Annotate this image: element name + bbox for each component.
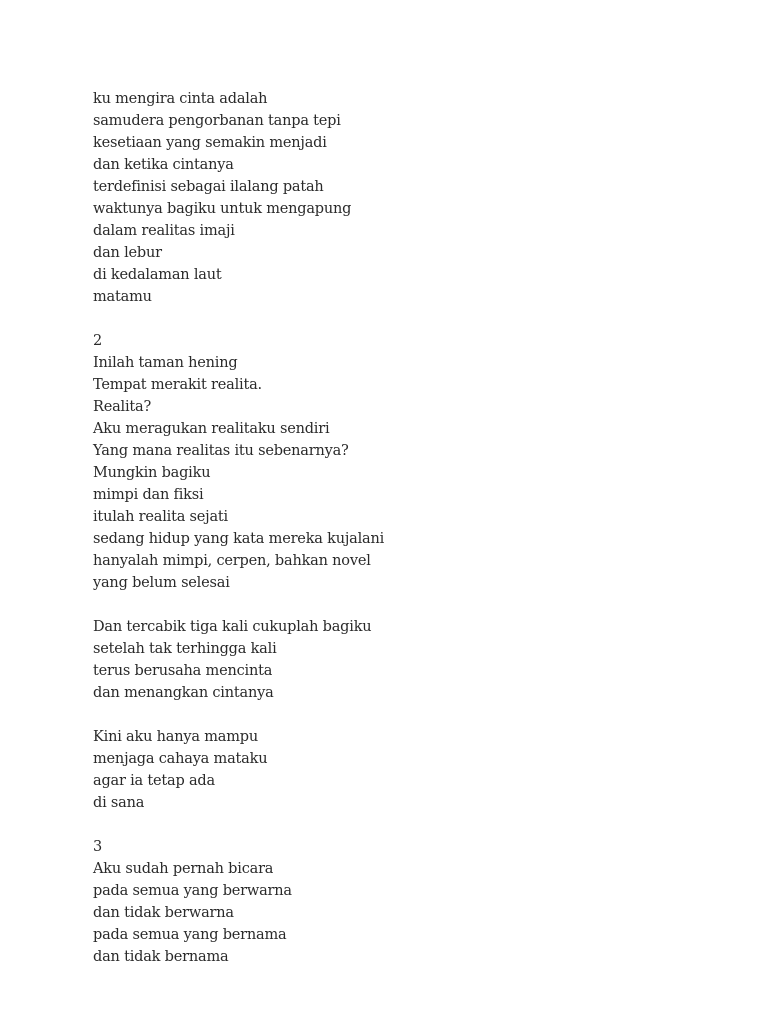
- stanza-spacer: [93, 594, 693, 616]
- poem-line: terdefinisi sebagai ilalang patah: [93, 179, 324, 195]
- poem-line: dan ketika cintanya: [93, 157, 234, 173]
- poem-line: Mungkin bagiku: [93, 465, 211, 481]
- section-number: 2: [93, 333, 103, 349]
- stanza-2a: [93, 352, 693, 594]
- poem-line: agar ia tetap ada: [93, 773, 215, 789]
- poem-line: pada semua yang berwarna: [93, 883, 292, 899]
- poem-line: Dan tercabik tiga kali cukuplah bagiku: [93, 619, 372, 635]
- poem-line: dan lebur: [93, 245, 162, 261]
- poem-line: Tempat merakit realita.: [93, 377, 262, 393]
- stanza-spacer: [93, 814, 693, 836]
- poem-line: di kedalaman laut: [93, 267, 222, 283]
- poem-line: Yang mana realitas itu sebenarnya?: [93, 443, 349, 459]
- poem-line: setelah tak terhingga kali: [93, 641, 277, 657]
- stanza-2b: [93, 616, 693, 704]
- poem-line: dan menangkan cintanya: [93, 685, 274, 701]
- stanza-3: [93, 858, 693, 968]
- poem-line: sedang hidup yang kata mereka kujalani: [93, 531, 385, 547]
- poem-line: kesetiaan yang semakin menjadi: [93, 135, 327, 151]
- poem-line: pada semua yang bernama: [93, 927, 287, 943]
- poem-line: Inilah taman hening: [93, 355, 238, 371]
- poem-line: samudera pengorbanan tanpa tepi: [93, 113, 341, 129]
- stanza-spacer: [93, 308, 693, 330]
- poem-line: hanyalah mimpi, cerpen, bahkan novel: [93, 553, 371, 569]
- poem-line: matamu: [93, 289, 152, 305]
- poem-line: itulah realita sejati: [93, 509, 228, 525]
- poem-line: dan tidak bernama: [93, 949, 229, 965]
- poem-line: yang belum selesai: [93, 575, 230, 591]
- stanza-spacer: [93, 704, 693, 726]
- poem-line: Kini aku hanya mampu: [93, 729, 258, 745]
- stanza-1: [93, 88, 693, 308]
- poem-line: Aku sudah pernah bicara: [93, 861, 274, 877]
- poem-line: dan tidak berwarna: [93, 905, 234, 921]
- poem-line: waktunya bagiku untuk mengapung: [93, 201, 352, 217]
- poem-line: mimpi dan fiksi: [93, 487, 204, 503]
- poem-line: Realita?: [93, 399, 152, 415]
- poem-line: terus berusaha mencinta: [93, 663, 273, 679]
- poem-line: ku mengira cinta adalah: [93, 91, 268, 107]
- section-number: 3: [93, 839, 103, 855]
- poem-line: di sana: [93, 795, 145, 811]
- poem-text: [93, 88, 693, 968]
- stanza-2c: [93, 726, 693, 814]
- poem-line: Aku meragukan realitaku sendiri: [93, 421, 330, 437]
- poem-line: dalam realitas imaji: [93, 223, 235, 239]
- poem-line: menjaga cahaya mataku: [93, 751, 268, 767]
